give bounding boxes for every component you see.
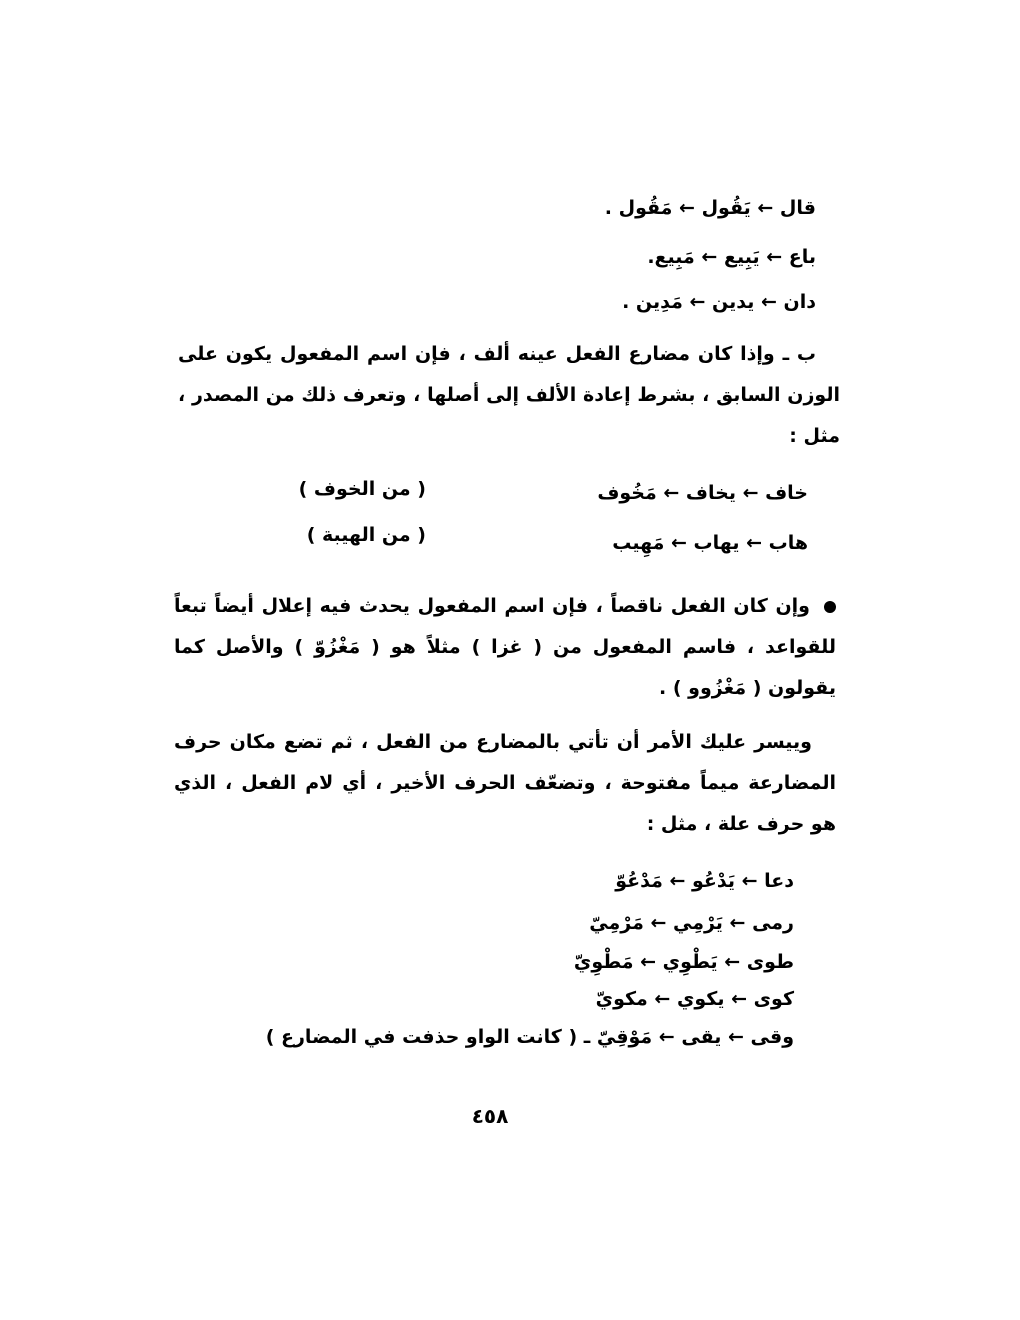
example-line-daa: دعا ← يَدْعُو ← مَدْعُوّ bbox=[615, 870, 794, 892]
example-line-rama: رمى ← يَرْمِي ← مَرْمِيّ bbox=[589, 912, 794, 934]
example-line-dana: دان ← يدين ← مَدِين . bbox=[622, 291, 816, 313]
page-number: ٤٥٨ bbox=[471, 1104, 509, 1128]
example-note-hayba: ( من الهيبة ) bbox=[306, 524, 426, 546]
example-note-khawf: ( من الخوف ) bbox=[298, 478, 426, 500]
example-line-waqa: وقى ← يقى ← مَوْقِيّ ـ ( كانت الواو حذفت في المضارع ) bbox=[265, 1026, 794, 1048]
bullet-paragraph bbox=[174, 586, 836, 709]
example-line-haba: هاب ← يهاب ← مَهِيب bbox=[612, 532, 808, 554]
example-line-khafa: خاف ← يخاف ← مَخُوف bbox=[597, 482, 808, 504]
bullet-paragraph-text: وإن كان الفعل ناقصاً ، فإن اسم المفعول يحدث فيه إعلال أيضاً تبعاً للقواعد ، فاسم المفعول من ( غزا ) مثلاً هو ( مَغْزُوّ ) والأصل كما يقولون ( مَغْزُوو ) . bbox=[174, 595, 836, 699]
paragraph-b: ب ـ وإذا كان مضارع الفعل عينه ألف ، فإن اسم المفعول يكون على الوزن السابق ، بشرط إعادة الألف إلى أصلها ، وتعرف ذلك من المصدر ، مثل : bbox=[178, 343, 840, 447]
bullet-icon bbox=[824, 601, 836, 613]
example-line-qala: قال ← يَقُول ← مَقُول . bbox=[604, 197, 816, 219]
example-line-tawa: طوى ← يَطْوِي ← مَطْوِيّ bbox=[573, 951, 794, 973]
rule-paragraph: وييسر عليك الأمر أن تأتي بالمضارع من الفعل ، ثم تضع مكان حرف المضارعة ميماً مفتوحة ، وتضعّف الحرف الأخير ، أي لام الفعل ، الذي هو حرف علة ، مثل : bbox=[174, 731, 836, 835]
example-line-baa: باع ← يَبِيع ← مَبِيع. bbox=[647, 246, 816, 268]
example-line-kawa: كوى ← يكوي ← مكويّ bbox=[595, 988, 794, 1010]
